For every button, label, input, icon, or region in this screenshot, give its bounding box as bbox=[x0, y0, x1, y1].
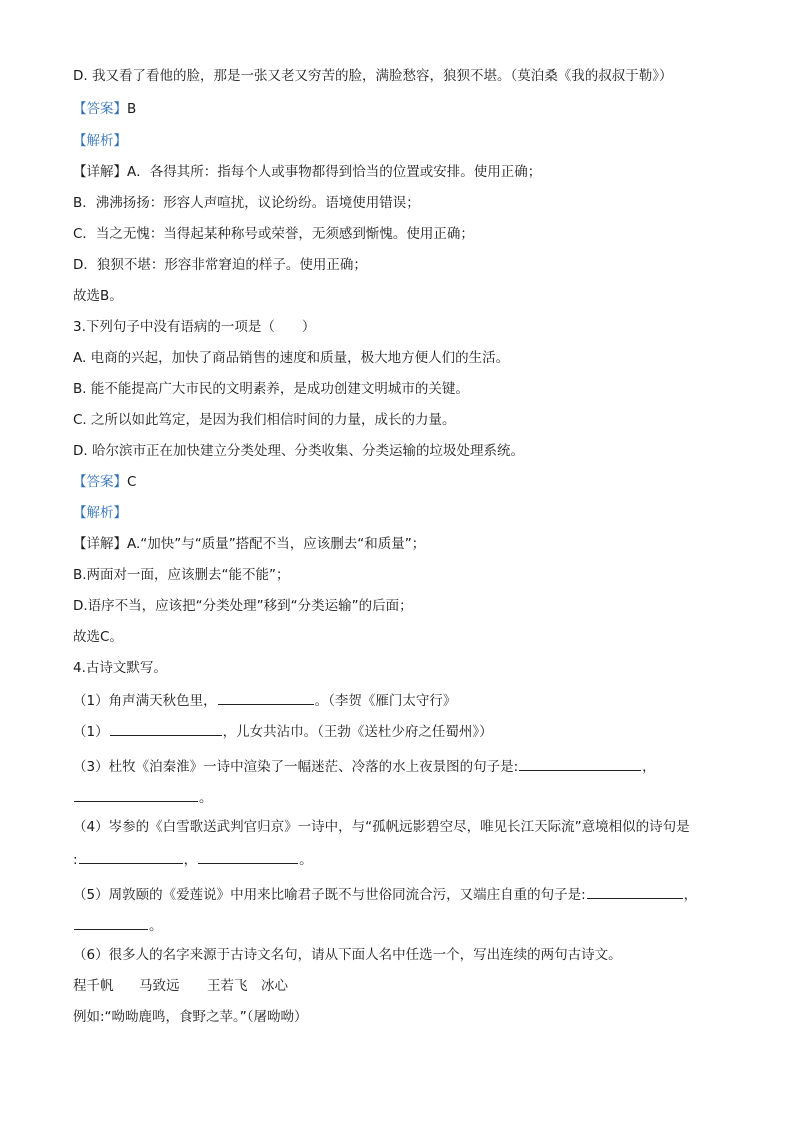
q3-option-d: D. 哈尔滨市正在加快建立分类处理、分类收集、分类运输的垃圾处理系统。 bbox=[73, 443, 524, 459]
q4-p3-prefix: （3）杜牧《泊秦淮》一诗中渲染了一幅迷茫、冷落的水上夜景图的句子是: bbox=[73, 759, 519, 775]
detail-label: 【详解】 bbox=[73, 164, 127, 180]
q3-answer bbox=[73, 473, 136, 491]
name-list bbox=[73, 977, 288, 995]
answer-blank[interactable] bbox=[74, 915, 148, 930]
q3-answer-value: C bbox=[127, 474, 137, 490]
q4-p4-end: 。 bbox=[299, 852, 313, 868]
answer-blank[interactable] bbox=[519, 756, 641, 771]
q2-conclusion: 故选B。 bbox=[73, 288, 123, 304]
q2-detail-d: D．狼狈不堪：形容非常窘迫的样子。使用正确； bbox=[73, 257, 367, 273]
answer-blank[interactable] bbox=[74, 787, 198, 802]
q3-conclusion: 故选C。 bbox=[73, 629, 123, 645]
q2-answer bbox=[73, 100, 136, 118]
q4-part-6: （6）很多人的名字来源于古诗文名句，请从下面人名中任选一个，写出连续的两句古诗文。 bbox=[73, 947, 622, 963]
q2-analysis-label: 【解析】 bbox=[73, 133, 127, 149]
answer-blank[interactable] bbox=[218, 690, 314, 705]
q2-detail-a bbox=[73, 163, 541, 181]
q4-stem: 4.古诗文默写。 bbox=[73, 660, 167, 676]
q4-part-4: （4）岑参的《白雪歌送武判官归京》一诗中，与“孤帆远影碧空尽，唯见长江天际流”意境相似的诗句是 bbox=[73, 819, 690, 835]
q4-part-4-cont bbox=[73, 849, 313, 869]
q3-detail-a bbox=[73, 535, 425, 553]
q4-p3-comma: ， bbox=[642, 759, 656, 775]
name-item: 冰心 bbox=[261, 978, 288, 994]
q4-p1-prefix: （1）角声满天秋色里， bbox=[73, 693, 217, 709]
q3-detail-a-text: A.“加快”与“质量”搭配不当，应该删去“和质量”； bbox=[127, 536, 426, 552]
answer-blank[interactable] bbox=[198, 849, 298, 864]
q4-p5-prefix: （5）周敦颐的《爱莲说》中用来比喻君子既不与世俗同流合污，又端庄自重的句子是: bbox=[73, 887, 586, 903]
q4-p5-comma: ， bbox=[683, 887, 698, 903]
q2-detail-a-text: A．各得其所：指每个人或事物都得到恰当的位置或安排。使用正确； bbox=[127, 164, 542, 180]
q3-analysis-label: 【解析】 bbox=[73, 505, 127, 521]
q4-p4-comma: ， bbox=[183, 852, 198, 868]
q3-detail-b: B.两面对一面，应该删去“能不能”； bbox=[73, 567, 290, 583]
q4-part-2 bbox=[73, 721, 493, 741]
q3-option-a: A. 电商的兴起，加快了商品销售的速度和质量，极大地方便人们的生活。 bbox=[73, 350, 510, 366]
name-item: 程千帆 bbox=[73, 978, 114, 994]
q4-p3-end: 。 bbox=[199, 790, 213, 806]
q2-answer-value: B bbox=[127, 101, 137, 117]
q2-detail-b: B．沸沸扬扬：形容人声喧扰，议论纷纷。语境使用错误； bbox=[73, 195, 420, 211]
q4-part-3-cont bbox=[73, 787, 213, 807]
q4-part-3 bbox=[73, 756, 656, 776]
q4-p1-suffix: 。（李贺《雁门太守行》 bbox=[314, 693, 457, 709]
q3-option-c: C. 之所以如此笃定，是因为我们相信时间的力量，成长的力量。 bbox=[73, 412, 456, 428]
q4-p2-suffix: ，儿女共沾巾。（王勃《送杜少府之任蜀州》） bbox=[222, 724, 493, 740]
q3-stem: 3.下列句子中没有语病的一项是（ ） bbox=[73, 319, 316, 335]
q4-part-1 bbox=[73, 690, 456, 710]
q4-part-5-cont bbox=[73, 915, 163, 935]
answer-label: 【答案】 bbox=[73, 101, 127, 117]
q4-p4-colon: : bbox=[73, 852, 78, 868]
q4-part-5 bbox=[73, 884, 697, 904]
answer-blank[interactable] bbox=[79, 849, 183, 864]
q4-example: 例如:“呦呦鹿鸣，食野之苹。”（屠呦呦） bbox=[73, 1009, 308, 1025]
name-item: 王若飞 bbox=[207, 978, 248, 994]
q3-detail-d: D.语序不当，应该把“分类处理”移到“分类运输”的后面； bbox=[73, 598, 413, 614]
name-item: 马致远 bbox=[139, 978, 180, 994]
q2-detail-c: C．当之无愧：当得起某种称号或荣誉，无须感到惭愧。使用正确； bbox=[73, 226, 474, 242]
answer-blank[interactable] bbox=[587, 884, 683, 899]
q2-option-d: D. 我又看了看他的脸，那是一张又老又穷苦的脸，满脸愁容，狼狈不堪。（莫泊桑《我的叔叔于勒》） bbox=[73, 68, 673, 84]
q3-option-b: B. 能不能提高广大市民的文明素养，是成功创建文明城市的关键。 bbox=[73, 381, 469, 397]
answer-label: 【答案】 bbox=[73, 474, 127, 490]
detail-label: 【详解】 bbox=[73, 536, 127, 552]
q4-p5-end: 。 bbox=[149, 918, 163, 934]
q4-p2-prefix: （1） bbox=[73, 724, 109, 740]
answer-blank[interactable] bbox=[110, 721, 222, 736]
